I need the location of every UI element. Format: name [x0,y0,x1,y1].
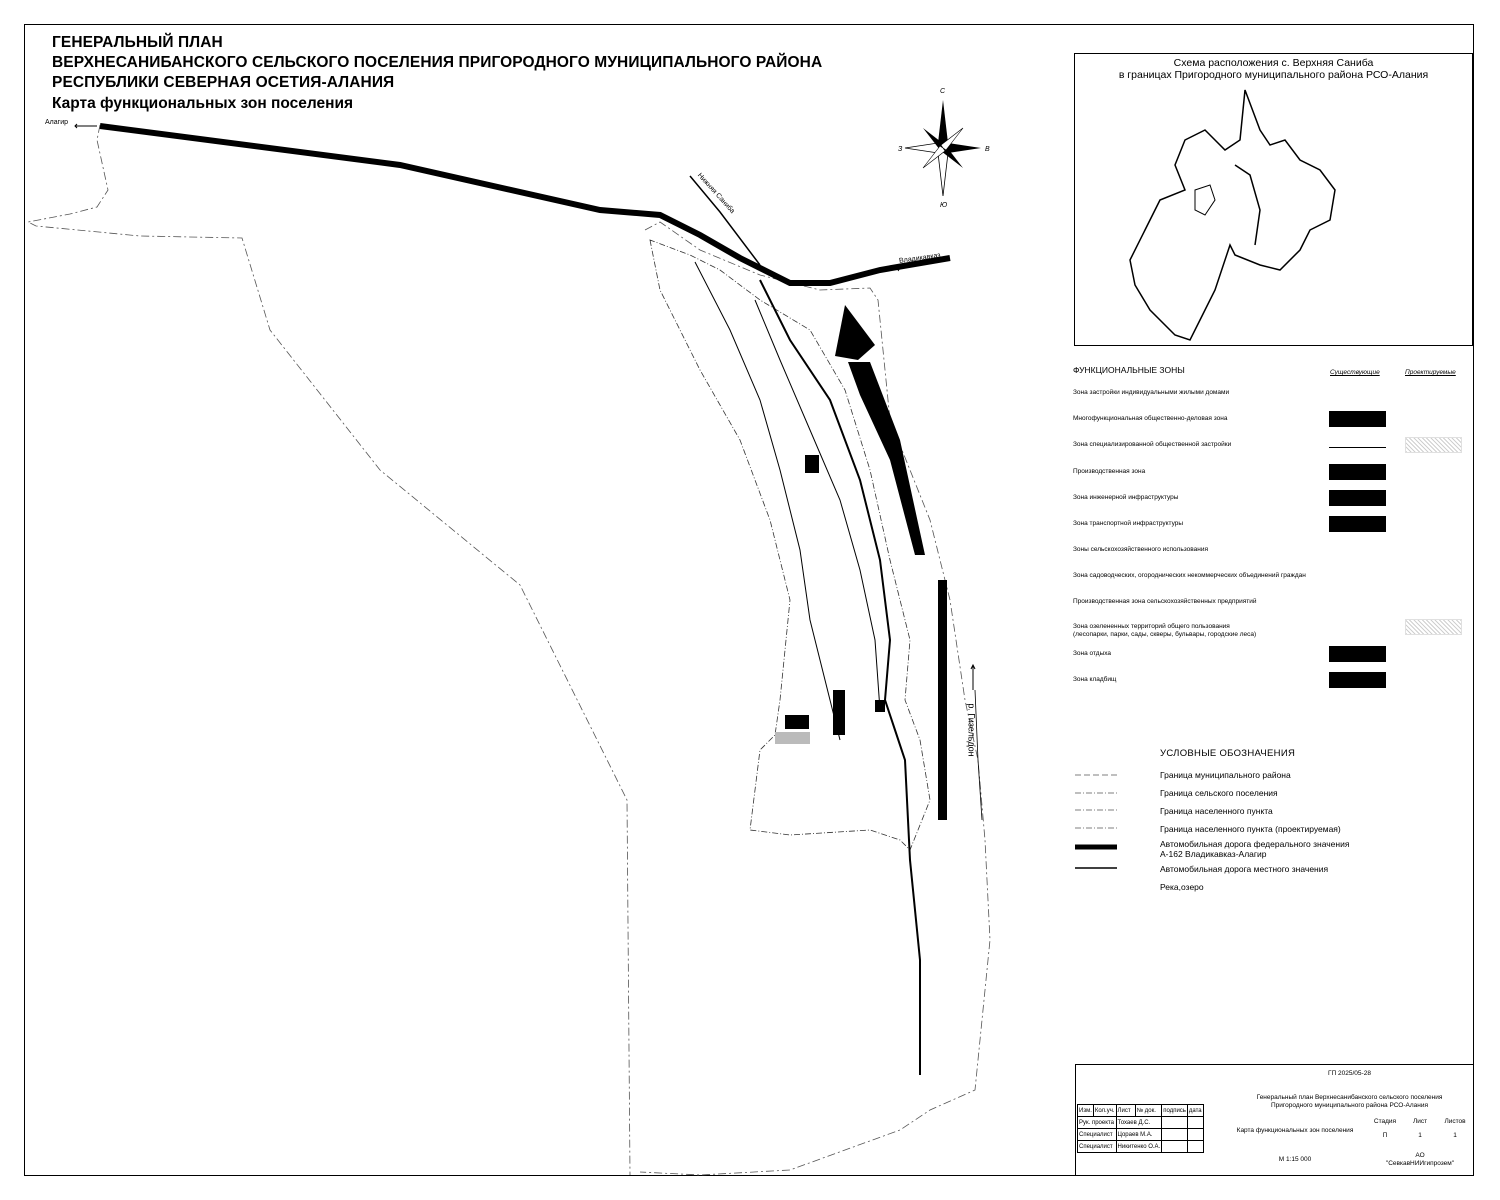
stamp-project-line-1: Генеральный план Верхнесанибанского сельского поселения [1256,1094,1443,1101]
zone-swatch-planned [1405,437,1462,453]
zone-label [1073,572,1363,580]
zone-label [1073,520,1363,528]
legend-item: Граница населенного пункта [1160,806,1273,816]
zone-label [1073,623,1363,639]
compass-west: З [898,146,903,153]
title-stamp [1075,1064,1474,1176]
stamp-org [1368,1152,1472,1168]
stamp-sheet: 1 [1418,1132,1422,1139]
zone-black-2 [833,690,845,735]
zones-col-planned: Проектируемые [1405,369,1456,376]
zone-swatch-planned [1405,619,1462,635]
title-line-1: ГЕНЕРАЛЬНЫЙ ПЛАН [52,34,223,51]
stamp-role: Специалист [1078,1141,1117,1153]
zone-label-line-2: (лесопарки, парки, сады, скверы, бульвары, городские леса) [1073,631,1257,638]
stamp-sheet-label: Лист [1412,1118,1428,1125]
stamp-scale: М 1:15 000 [1278,1156,1312,1163]
zone-label-line-1: Зона садоводческих, огороднических некоммерческих объединений граждан [1073,572,1306,579]
inset-title [1075,57,1472,81]
stamp-org-line-2: "СевкавНИИгипрозем" [1385,1160,1455,1167]
arrow-river [971,665,975,690]
zones-header: ФУНКЦИОНАЛЬНЫЕ ЗОНЫ [1073,365,1185,375]
zone-label-line-1: Зона озелененных территорий общего пользования [1073,623,1230,630]
zone-label [1073,494,1363,502]
zone-swatch-existing [1329,447,1386,448]
zone-swatch-existing [1329,646,1386,662]
legend-item-line-1: Автомобильная дорога федерального значения [1160,839,1350,849]
stamp-stage-label: Стадия [1373,1118,1397,1125]
village-boundary [650,240,930,850]
stamp-header-cell: Лист [1116,1105,1135,1117]
stamp-person: Цораев М.А. [1116,1129,1162,1141]
stamp-header-cell: дата [1187,1105,1203,1117]
zone-label-line-1: Зоны сельскохозяйственного использования [1073,546,1208,553]
zone-label-line-1: Зона отдыха [1073,650,1112,657]
compass-south: Ю [940,202,948,209]
map-subtitle: Карта функциональных зон поселения [52,95,354,112]
zone-label [1073,441,1363,449]
stamp-sheet-title: Карта функциональных зон поселения [1236,1127,1354,1134]
zone-label [1073,546,1363,554]
arrow-alagir [75,124,97,128]
stamp-project-line-2: Пригородного муниципального района РСО-Алания [1270,1102,1429,1109]
label-alagir: Алагир [45,119,69,126]
zone-swatch-existing [1329,464,1386,480]
inset-map [1074,53,1473,346]
stamp-header-cell: № док. [1135,1105,1162,1117]
zone-swatch-existing [1329,516,1386,532]
municipal-boundary [28,125,630,1175]
local-road-west [695,262,840,740]
compass-east: В [985,146,990,153]
federal-road [100,126,950,283]
title-line-3: РЕСПУБЛИКИ СЕВЕРНАЯ ОСЕТИЯ-АЛАНИЯ [52,74,395,91]
title-line-2: ВЕРХНЕСАНИБАНСКОГО СЕЛЬСКОГО ПОСЕЛЕНИЯ ПРИГОРОДНОГО МУНИЦИПАЛЬНОГО РАЙОНА [52,54,823,71]
zone-black-north [835,305,875,360]
legend-item-line-2: А-162 Владикавказ-Алагир [1160,849,1267,859]
compass-rose [905,100,981,196]
legend-header: УСЛОВНЫЕ ОБОЗНАЧЕНИЯ [1160,748,1296,759]
stamp-stage: П [1382,1132,1388,1139]
stamp-project [1225,1094,1474,1110]
zone-label-line-1: Зона специализированной общественной застройки [1073,441,1232,448]
stamp-person: Никитенко О.А. [1116,1141,1162,1153]
zone-label [1073,389,1363,397]
inset-title-line-1: Схема расположения с. Верхняя Саниба [1173,57,1374,69]
stamp-sheets-label: Листов [1444,1118,1466,1125]
stamp-role: Специалист [1078,1129,1117,1141]
zone-label-line-1: Производственная зона [1073,468,1146,475]
zone-black-4 [875,700,885,712]
zone-swatch-existing [1329,490,1386,506]
label-vladikavkaz: Владикавказ [898,252,942,265]
stamp-org-line-1: АО [1415,1152,1425,1159]
legend-item: Автомобильная дорога местного значения [1160,864,1329,874]
zone-hatch-1 [775,732,810,744]
settlement-boundary [640,222,990,1175]
zone-label [1073,468,1363,476]
zone-label-line-1: Зона транспортной инфраструктуры [1073,520,1184,527]
zone-label-line-1: Многофункциональная общественно-деловая зона [1073,415,1228,422]
stamp-role: Рук. проекта [1078,1117,1117,1129]
legend-item: Граница населенного пункта (проектируемая) [1160,824,1341,834]
stamp-header-cell: подпись [1162,1105,1188,1117]
zone-black-3 [785,715,809,729]
zone-label [1073,415,1363,423]
legend-item: Река,озеро [1160,882,1204,892]
stamp-header-cell: Изм. [1078,1105,1094,1117]
zone-label [1073,650,1363,658]
zone-label-line-1: Зона застройки индивидуальными жилыми домами [1073,389,1230,396]
zone-black-1 [805,455,819,473]
zone-label-line-1: Зона кладбищ [1073,676,1117,683]
zone-label-line-1: Производственная зона сельскохозяйственных предприятий [1073,598,1257,605]
zone-label [1073,676,1363,684]
inset-title-line-2: в границах Пригородного муниципального района РСО-Алания [1118,69,1429,81]
stamp-code: ГП 2025/05-28 [1328,1070,1371,1077]
zone-swatch-existing [1329,672,1386,688]
stamp-person: Тохаев Д.С. [1116,1117,1162,1129]
legend-item [1160,839,1349,859]
zones-col-existing: Существующие [1330,369,1380,376]
stamp-header-cell: Кол.уч. [1093,1105,1116,1117]
label-nizhnyaya-saniba: Нижняя Саниба [695,171,736,216]
legend-item: Граница муниципального района [1160,770,1291,780]
local-road-main [760,280,920,1075]
stamp-signature-table [1077,1104,1204,1153]
legend-item: Граница сельского поселения [1160,788,1278,798]
compass-north: С [940,88,946,95]
zone-label-line-1: Зона инженерной инфраструктуры [1073,494,1179,501]
stamp-sheets: 1 [1453,1132,1457,1139]
label-river: р. Гизельдон [966,703,977,757]
zone-black-river [938,580,947,820]
zone-black-strip [848,362,925,555]
zone-label [1073,598,1363,606]
zone-swatch-existing [1329,411,1386,427]
